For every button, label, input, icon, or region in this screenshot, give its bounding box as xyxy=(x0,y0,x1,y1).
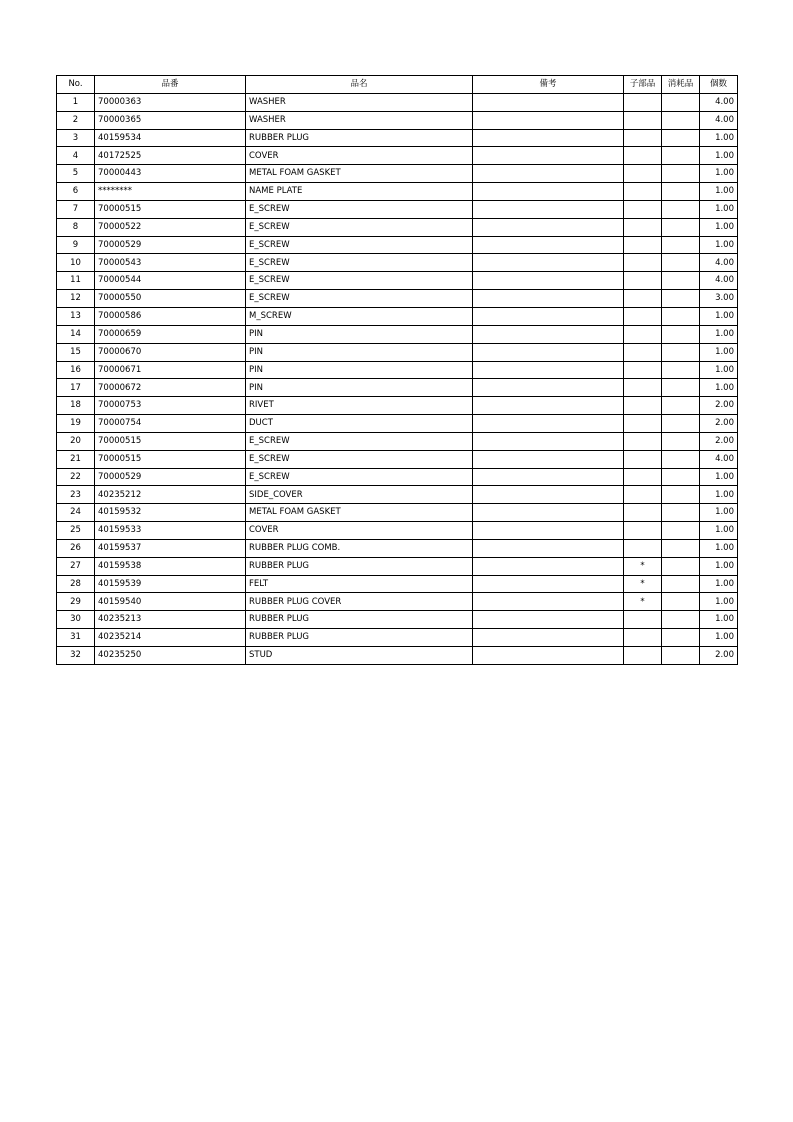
cell-remarks xyxy=(473,450,624,468)
cell-part-number: 70000515 xyxy=(95,200,246,218)
cell-consumable xyxy=(662,254,700,272)
cell-no: 12 xyxy=(57,290,95,308)
cell-part-number: 70000515 xyxy=(95,432,246,450)
cell-remarks xyxy=(473,200,624,218)
table-row xyxy=(57,397,738,415)
cell-remarks xyxy=(473,397,624,415)
cell-quantity: 1.00 xyxy=(700,593,738,611)
cell-quantity: 1.00 xyxy=(700,147,738,165)
cell-consumable xyxy=(662,218,700,236)
parts-list-table xyxy=(56,75,738,665)
cell-consumable xyxy=(662,575,700,593)
table-row xyxy=(57,325,738,343)
cell-quantity: 2.00 xyxy=(700,647,738,665)
cell-part-name: E_SCREW xyxy=(246,272,473,290)
cell-part-name: E_SCREW xyxy=(246,200,473,218)
cell-quantity: 1.00 xyxy=(700,200,738,218)
cell-no: 23 xyxy=(57,486,95,504)
table-header-row xyxy=(57,76,738,94)
cell-consumable xyxy=(662,468,700,486)
cell-part-name: RUBBER PLUG COMB. xyxy=(246,539,473,557)
cell-part-number: 40159540 xyxy=(95,593,246,611)
cell-consumable xyxy=(662,432,700,450)
cell-part-name: E_SCREW xyxy=(246,218,473,236)
table-row xyxy=(57,343,738,361)
cell-sub-part xyxy=(624,254,662,272)
cell-sub-part xyxy=(624,629,662,647)
cell-sub-part xyxy=(624,147,662,165)
cell-remarks xyxy=(473,290,624,308)
cell-sub-part xyxy=(624,379,662,397)
cell-consumable xyxy=(662,111,700,129)
cell-no: 11 xyxy=(57,272,95,290)
cell-no: 15 xyxy=(57,343,95,361)
cell-remarks xyxy=(473,307,624,325)
cell-quantity: 1.00 xyxy=(700,307,738,325)
cell-part-name: METAL FOAM GASKET xyxy=(246,165,473,183)
cell-no: 28 xyxy=(57,575,95,593)
cell-part-number: 70000515 xyxy=(95,450,246,468)
cell-quantity: 1.00 xyxy=(700,165,738,183)
cell-remarks xyxy=(473,254,624,272)
cell-part-number: 70000363 xyxy=(95,93,246,111)
table-row xyxy=(57,522,738,540)
cell-consumable xyxy=(662,343,700,361)
cell-part-number: 70000529 xyxy=(95,468,246,486)
cell-quantity: 1.00 xyxy=(700,557,738,575)
cell-part-name: PIN xyxy=(246,361,473,379)
table-row xyxy=(57,183,738,201)
header-sub-part: 子部品 xyxy=(624,76,662,94)
cell-no: 3 xyxy=(57,129,95,147)
cell-sub-part xyxy=(624,539,662,557)
cell-sub-part xyxy=(624,450,662,468)
cell-part-number: 70000365 xyxy=(95,111,246,129)
table-row xyxy=(57,254,738,272)
cell-quantity: 1.00 xyxy=(700,539,738,557)
cell-no: 14 xyxy=(57,325,95,343)
cell-consumable xyxy=(662,307,700,325)
table-row xyxy=(57,200,738,218)
cell-quantity: 1.00 xyxy=(700,183,738,201)
cell-part-name: STUD xyxy=(246,647,473,665)
header-quantity: 個数 xyxy=(700,76,738,94)
cell-no: 7 xyxy=(57,200,95,218)
table-row xyxy=(57,379,738,397)
cell-quantity: 1.00 xyxy=(700,129,738,147)
cell-part-name: E_SCREW xyxy=(246,450,473,468)
cell-no: 20 xyxy=(57,432,95,450)
cell-sub-part xyxy=(624,468,662,486)
cell-consumable xyxy=(662,647,700,665)
cell-remarks xyxy=(473,593,624,611)
cell-no: 17 xyxy=(57,379,95,397)
cell-consumable xyxy=(662,272,700,290)
cell-no: 1 xyxy=(57,93,95,111)
cell-part-name: RUBBER PLUG xyxy=(246,129,473,147)
cell-sub-part xyxy=(624,325,662,343)
cell-sub-part xyxy=(624,272,662,290)
table-row xyxy=(57,165,738,183)
cell-remarks xyxy=(473,183,624,201)
cell-consumable xyxy=(662,539,700,557)
cell-part-number: 40159537 xyxy=(95,539,246,557)
table-row xyxy=(57,647,738,665)
cell-part-name: RUBBER PLUG xyxy=(246,629,473,647)
cell-consumable xyxy=(662,379,700,397)
header-consumable: 消耗品 xyxy=(662,76,700,94)
cell-sub-part: * xyxy=(624,557,662,575)
cell-remarks xyxy=(473,218,624,236)
cell-quantity: 1.00 xyxy=(700,504,738,522)
cell-remarks xyxy=(473,611,624,629)
cell-consumable xyxy=(662,361,700,379)
cell-part-number: 40159534 xyxy=(95,129,246,147)
cell-quantity: 1.00 xyxy=(700,379,738,397)
cell-sub-part: * xyxy=(624,593,662,611)
cell-part-number: 70000550 xyxy=(95,290,246,308)
cell-quantity: 1.00 xyxy=(700,361,738,379)
cell-sub-part xyxy=(624,93,662,111)
cell-no: 25 xyxy=(57,522,95,540)
table-row xyxy=(57,468,738,486)
cell-consumable xyxy=(662,129,700,147)
cell-part-name: E_SCREW xyxy=(246,290,473,308)
cell-consumable xyxy=(662,93,700,111)
cell-sub-part xyxy=(624,647,662,665)
cell-remarks xyxy=(473,557,624,575)
header-part-number: 品番 xyxy=(95,76,246,94)
table-row xyxy=(57,415,738,433)
table-row xyxy=(57,432,738,450)
table-row xyxy=(57,218,738,236)
cell-remarks xyxy=(473,272,624,290)
cell-remarks xyxy=(473,129,624,147)
cell-sub-part xyxy=(624,486,662,504)
cell-sub-part xyxy=(624,129,662,147)
cell-part-number: 40235250 xyxy=(95,647,246,665)
cell-consumable xyxy=(662,629,700,647)
cell-remarks xyxy=(473,629,624,647)
cell-no: 29 xyxy=(57,593,95,611)
cell-quantity: 1.00 xyxy=(700,575,738,593)
cell-part-name: PIN xyxy=(246,343,473,361)
cell-sub-part xyxy=(624,111,662,129)
cell-quantity: 1.00 xyxy=(700,218,738,236)
cell-remarks xyxy=(473,93,624,111)
cell-quantity: 1.00 xyxy=(700,522,738,540)
cell-part-number: ******** xyxy=(95,183,246,201)
header-remarks: 備考 xyxy=(473,76,624,94)
table-row xyxy=(57,539,738,557)
cell-part-name: E_SCREW xyxy=(246,432,473,450)
table-row xyxy=(57,361,738,379)
cell-consumable xyxy=(662,611,700,629)
cell-quantity: 1.00 xyxy=(700,629,738,647)
table-body xyxy=(57,93,738,664)
cell-quantity: 1.00 xyxy=(700,468,738,486)
cell-part-number: 40235213 xyxy=(95,611,246,629)
cell-remarks xyxy=(473,432,624,450)
cell-no: 6 xyxy=(57,183,95,201)
header-no: No. xyxy=(57,76,95,94)
cell-no: 26 xyxy=(57,539,95,557)
cell-part-number: 70000670 xyxy=(95,343,246,361)
cell-remarks xyxy=(473,486,624,504)
table-row xyxy=(57,111,738,129)
cell-remarks xyxy=(473,539,624,557)
cell-part-name: PIN xyxy=(246,325,473,343)
cell-quantity: 4.00 xyxy=(700,272,738,290)
cell-quantity: 1.00 xyxy=(700,325,738,343)
cell-consumable xyxy=(662,325,700,343)
cell-sub-part xyxy=(624,290,662,308)
table-row xyxy=(57,147,738,165)
table-row xyxy=(57,557,738,575)
cell-remarks xyxy=(473,504,624,522)
cell-part-number: 70000443 xyxy=(95,165,246,183)
cell-part-number: 40172525 xyxy=(95,147,246,165)
table-row xyxy=(57,575,738,593)
cell-quantity: 3.00 xyxy=(700,290,738,308)
cell-sub-part xyxy=(624,165,662,183)
cell-sub-part xyxy=(624,200,662,218)
cell-part-name: E_SCREW xyxy=(246,468,473,486)
cell-consumable xyxy=(662,486,700,504)
cell-no: 5 xyxy=(57,165,95,183)
cell-quantity: 1.00 xyxy=(700,486,738,504)
cell-quantity: 4.00 xyxy=(700,450,738,468)
table-row xyxy=(57,129,738,147)
cell-no: 24 xyxy=(57,504,95,522)
cell-no: 18 xyxy=(57,397,95,415)
cell-consumable xyxy=(662,147,700,165)
cell-remarks xyxy=(473,647,624,665)
cell-part-name: DUCT xyxy=(246,415,473,433)
cell-remarks xyxy=(473,147,624,165)
cell-quantity: 4.00 xyxy=(700,111,738,129)
header-part-name: 品名 xyxy=(246,76,473,94)
cell-sub-part xyxy=(624,361,662,379)
table-row xyxy=(57,593,738,611)
cell-consumable xyxy=(662,557,700,575)
cell-remarks xyxy=(473,522,624,540)
cell-part-number: 70000671 xyxy=(95,361,246,379)
cell-part-name: FELT xyxy=(246,575,473,593)
cell-consumable xyxy=(662,522,700,540)
cell-part-number: 70000544 xyxy=(95,272,246,290)
cell-sub-part xyxy=(624,611,662,629)
cell-no: 19 xyxy=(57,415,95,433)
cell-remarks xyxy=(473,111,624,129)
cell-no: 13 xyxy=(57,307,95,325)
cell-part-name: E_SCREW xyxy=(246,236,473,254)
table-row xyxy=(57,290,738,308)
cell-remarks xyxy=(473,361,624,379)
table-row xyxy=(57,450,738,468)
table-row xyxy=(57,504,738,522)
cell-part-number: 70000586 xyxy=(95,307,246,325)
cell-part-number: 70000529 xyxy=(95,236,246,254)
cell-consumable xyxy=(662,165,700,183)
cell-sub-part xyxy=(624,522,662,540)
cell-no: 4 xyxy=(57,147,95,165)
cell-sub-part xyxy=(624,343,662,361)
cell-sub-part xyxy=(624,307,662,325)
table-row xyxy=(57,611,738,629)
cell-part-number: 40159532 xyxy=(95,504,246,522)
cell-sub-part: * xyxy=(624,575,662,593)
table-row xyxy=(57,307,738,325)
cell-sub-part xyxy=(624,415,662,433)
cell-part-name: RIVET xyxy=(246,397,473,415)
cell-sub-part xyxy=(624,236,662,254)
cell-quantity: 1.00 xyxy=(700,611,738,629)
cell-part-name: PIN xyxy=(246,379,473,397)
cell-remarks xyxy=(473,165,624,183)
cell-part-number: 40235214 xyxy=(95,629,246,647)
table-row xyxy=(57,272,738,290)
cell-sub-part xyxy=(624,432,662,450)
cell-no: 16 xyxy=(57,361,95,379)
cell-part-name: RUBBER PLUG COVER xyxy=(246,593,473,611)
cell-no: 9 xyxy=(57,236,95,254)
cell-part-number: 40159533 xyxy=(95,522,246,540)
cell-part-number: 70000659 xyxy=(95,325,246,343)
cell-quantity: 4.00 xyxy=(700,93,738,111)
cell-consumable xyxy=(662,397,700,415)
cell-consumable xyxy=(662,450,700,468)
cell-no: 22 xyxy=(57,468,95,486)
table-row xyxy=(57,236,738,254)
cell-no: 30 xyxy=(57,611,95,629)
cell-sub-part xyxy=(624,397,662,415)
cell-consumable xyxy=(662,200,700,218)
cell-remarks xyxy=(473,236,624,254)
cell-remarks xyxy=(473,415,624,433)
cell-part-name: METAL FOAM GASKET xyxy=(246,504,473,522)
cell-no: 21 xyxy=(57,450,95,468)
cell-part-number: 40159539 xyxy=(95,575,246,593)
table-row xyxy=(57,629,738,647)
cell-consumable xyxy=(662,183,700,201)
cell-part-name: E_SCREW xyxy=(246,254,473,272)
cell-sub-part xyxy=(624,183,662,201)
cell-quantity: 2.00 xyxy=(700,432,738,450)
cell-no: 27 xyxy=(57,557,95,575)
cell-part-number: 40235212 xyxy=(95,486,246,504)
cell-part-number: 70000543 xyxy=(95,254,246,272)
cell-part-number: 70000753 xyxy=(95,397,246,415)
cell-consumable xyxy=(662,236,700,254)
cell-quantity: 1.00 xyxy=(700,236,738,254)
table-row xyxy=(57,93,738,111)
cell-quantity: 2.00 xyxy=(700,397,738,415)
cell-part-name: RUBBER PLUG xyxy=(246,611,473,629)
cell-no: 31 xyxy=(57,629,95,647)
cell-part-name: NAME PLATE xyxy=(246,183,473,201)
cell-remarks xyxy=(473,325,624,343)
cell-part-number: 70000522 xyxy=(95,218,246,236)
cell-quantity: 4.00 xyxy=(700,254,738,272)
cell-remarks xyxy=(473,468,624,486)
cell-sub-part xyxy=(624,218,662,236)
cell-part-name: M_SCREW xyxy=(246,307,473,325)
cell-part-name: WASHER xyxy=(246,93,473,111)
cell-part-name: COVER xyxy=(246,147,473,165)
cell-remarks xyxy=(473,575,624,593)
cell-sub-part xyxy=(624,504,662,522)
cell-no: 32 xyxy=(57,647,95,665)
cell-no: 10 xyxy=(57,254,95,272)
cell-part-name: WASHER xyxy=(246,111,473,129)
cell-quantity: 2.00 xyxy=(700,415,738,433)
cell-consumable xyxy=(662,290,700,308)
cell-consumable xyxy=(662,504,700,522)
cell-part-number: 70000754 xyxy=(95,415,246,433)
table-row xyxy=(57,486,738,504)
cell-no: 2 xyxy=(57,111,95,129)
cell-consumable xyxy=(662,415,700,433)
cell-part-name: RUBBER PLUG xyxy=(246,557,473,575)
cell-consumable xyxy=(662,593,700,611)
cell-part-name: SIDE_COVER xyxy=(246,486,473,504)
cell-part-number: 40159538 xyxy=(95,557,246,575)
cell-part-number: 70000672 xyxy=(95,379,246,397)
cell-remarks xyxy=(473,343,624,361)
cell-part-name: COVER xyxy=(246,522,473,540)
cell-quantity: 1.00 xyxy=(700,343,738,361)
cell-remarks xyxy=(473,379,624,397)
cell-no: 8 xyxy=(57,218,95,236)
